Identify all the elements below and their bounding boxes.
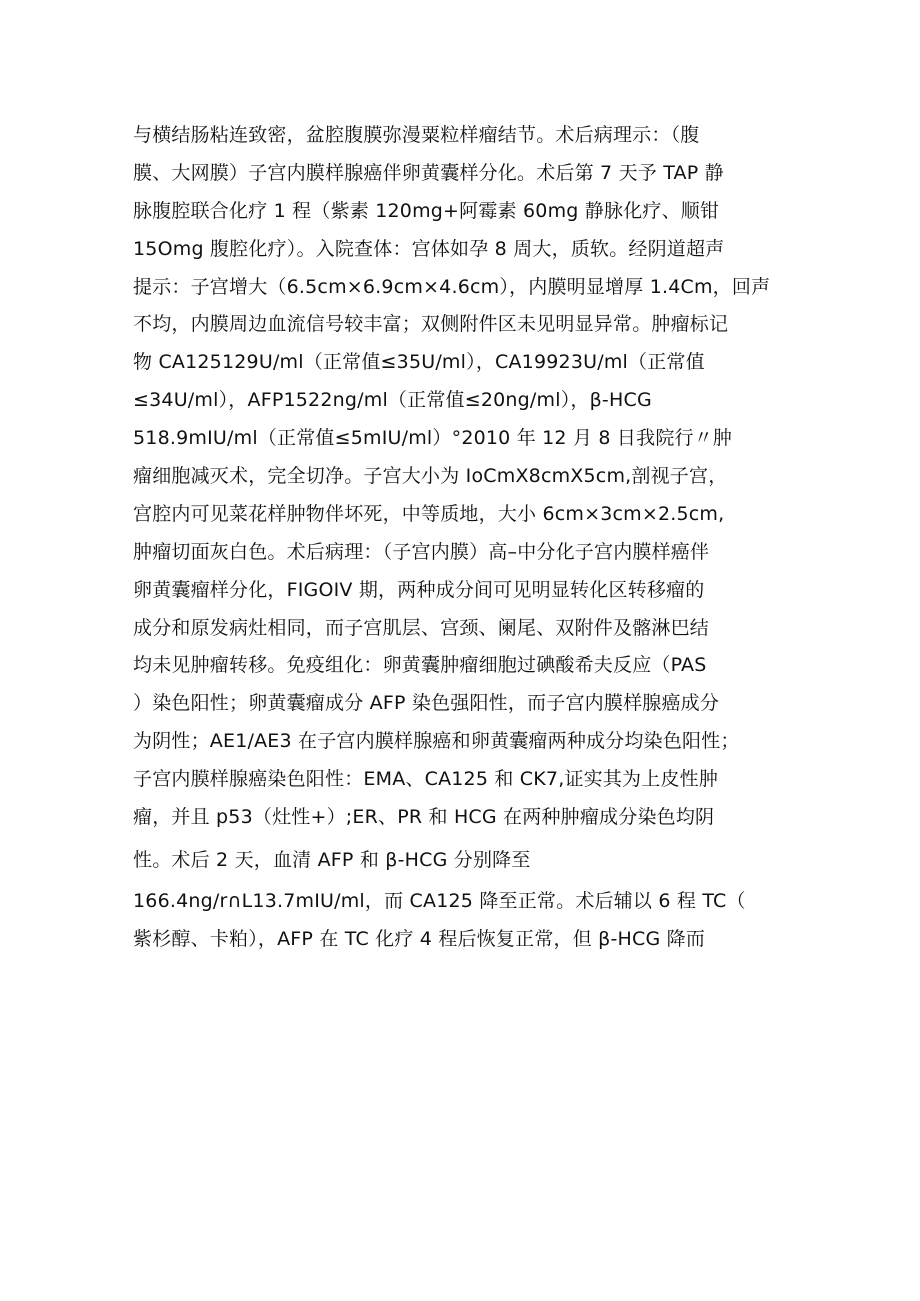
text-line: 脉腹腔联合化疗 1 程（紫素 120mg+阿霉素 60mg 静脉化疗、顺钳 [133, 199, 720, 222]
text-line: 瘤细胞减灭术，完全切净。子宫大小为 IoCmX8cmX5cm,剖视子宫， [133, 465, 728, 488]
text-line: ≤34U/ml），AFP1522ng/ml（正常值≤20ng/ml），β-HCG [133, 389, 652, 412]
text-line: 与横结肠粘连致密，盆腔腹膜弥漫粟粒样瘤结节。术后病理示：（腹 [133, 124, 700, 146]
text-line: 提示：子宫增大（6.5cm×6.9cm×4.6cm），内膜明显增厚 1.4Cm，回声 [133, 275, 771, 298]
text-line: ）染色阳性；卵黄囊瘤成分 AFP 染色强阳性，而子宫内膜样腺癌成分 [133, 692, 720, 715]
text-line: 性。术后 2 天，血清 AFP 和 β-HCG 分别降至 [133, 848, 531, 871]
text-line: 瘤，并且 p53（灶性+）;ER、PR 和 HCG 在两种肿瘤成分染色均阴 [133, 806, 715, 829]
text-line: 成分和原发病灶相同，而子宫肌层、宫颈、阑尾、双附件及髂淋巴结 [133, 616, 710, 639]
text-line: 膜、大网膜）子宫内膜样腺癌伴卵黄囊样分化。术后第 7 天予 TAP 静 [133, 161, 724, 184]
text-line: 为阴性；AE1/AE3 在子宫内膜样腺癌和卵黄囊瘤两种成分均染色阳性； [133, 730, 740, 753]
document-body [133, 117, 793, 959]
text-line: 518.9mIU/ml（正常值≤5mIU/ml）°2010 年 12 月 8 日我院行〃肿 [133, 427, 733, 450]
text-line: 均未见肿瘤转移。免疫组化：卵黄囊肿瘤细胞过碘酸希夫反应（PAS [133, 654, 707, 677]
text-line: 肿瘤切面灰白色。术后病理：（子宫内膜）高–中分化子宫内膜样癌伴 [133, 540, 710, 563]
text-line: 物 CA125129U/ml（正常值≤35U/ml），CA19923U/ml（正常值 [133, 351, 705, 374]
text-line: 不均，内膜周边血流信号较丰富；双侧附件区未见明显异常。肿瘤标记 [133, 313, 729, 336]
text-line: 卵黄囊瘤样分化，FIGOIV 期，两种成分间可见明显转化区转移瘤的 [133, 578, 705, 601]
text-line: 紫杉醇、卡粕），AFP 在 TC 化疗 4 程后恢复正常，但 β-HCG 降而 [133, 927, 706, 950]
text-line: 15Omg 腹腔化疗）。入院查体：宫体如孕 8 周大，质软。经阴道超声 [133, 237, 725, 260]
text-line: 宫腔内可见菜花样肿物伴坏死，中等质地，大小 6cm×3cm×2.5cm, [133, 502, 725, 525]
text-line: 子宫内膜样腺癌染色阳性：EMA、CA125 和 CK7,证实其为上皮性肿 [133, 768, 719, 791]
text-line: 166.4ng/r∩L13.7mIU/ml，而 CA125 降至正常。术后辅以 6 程 TC（ [133, 889, 746, 912]
